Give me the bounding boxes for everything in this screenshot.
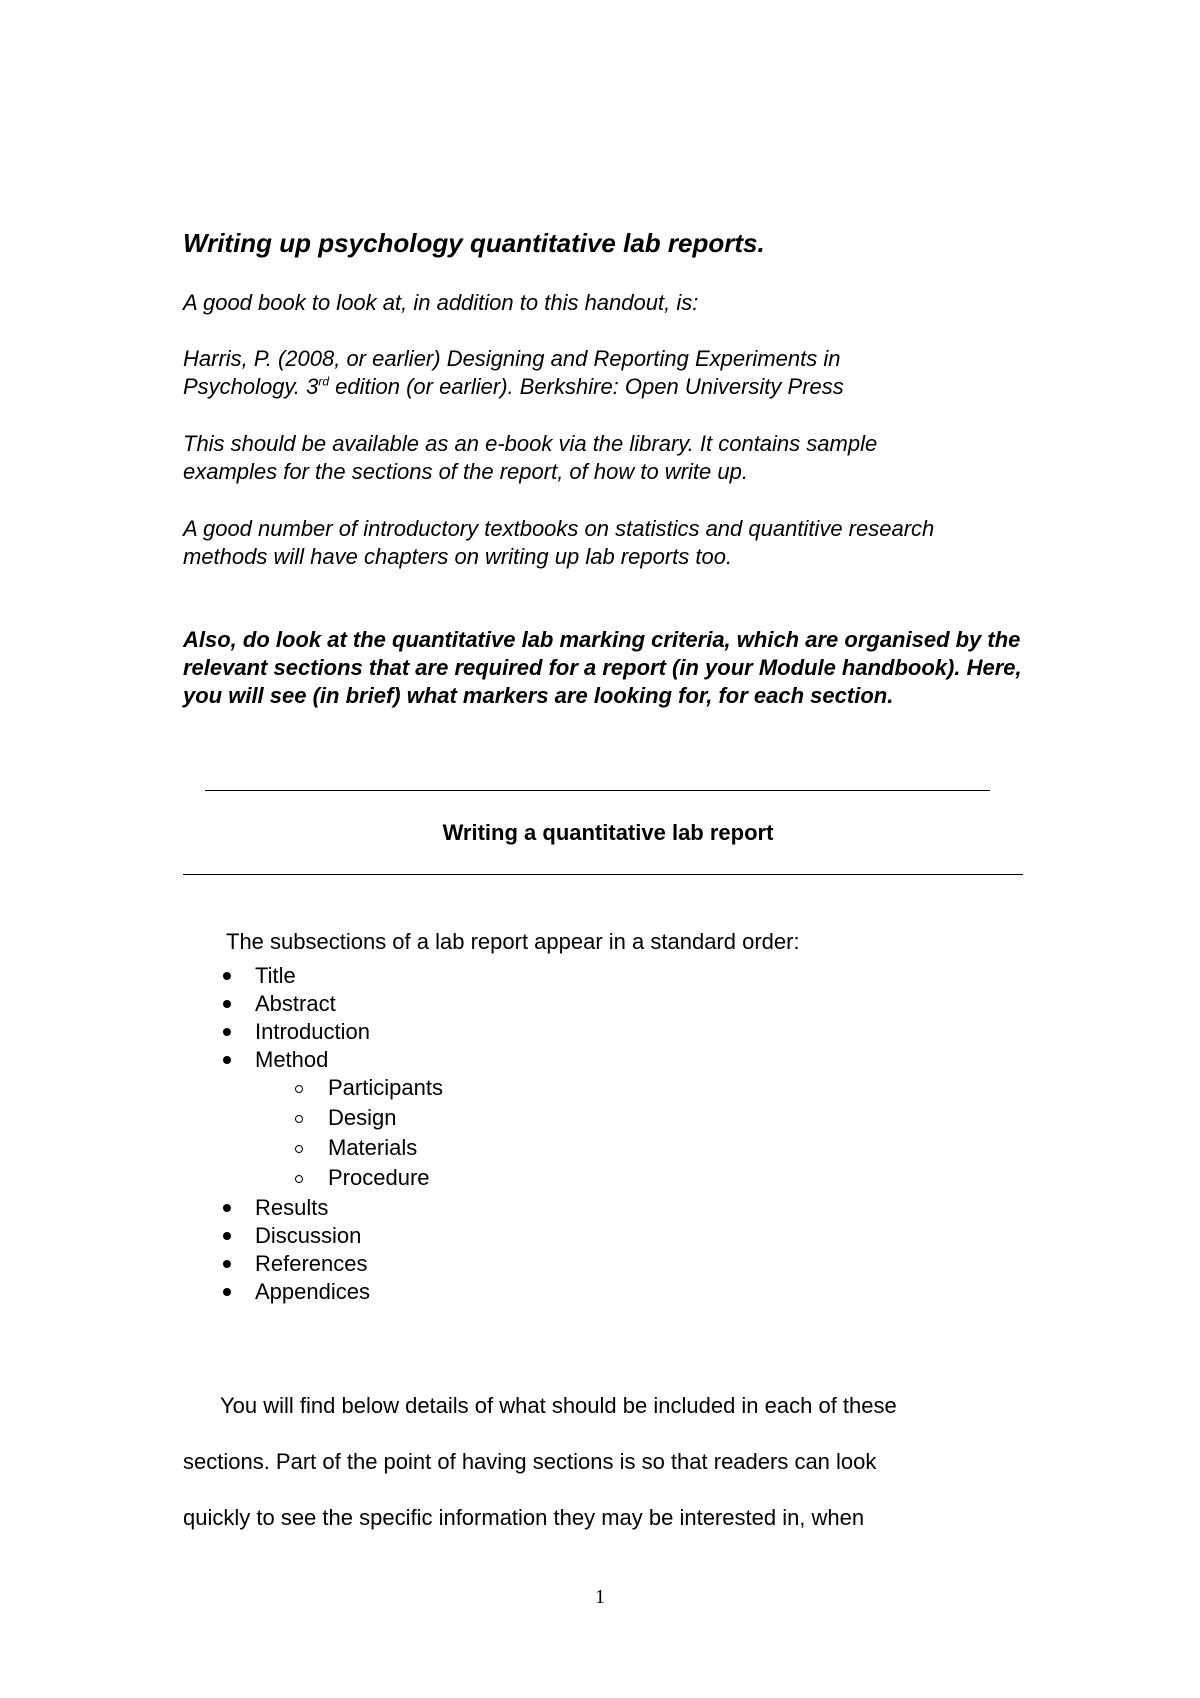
list-item: Introduction: [255, 1018, 370, 1046]
list-item: Appendices: [255, 1278, 370, 1306]
list-item: Abstract: [255, 990, 336, 1018]
bullet-icon: [223, 1232, 231, 1240]
textbooks-note: A good number of introductory textbooks on statistics and quantitive research methods will have chapters on writing up lab reports too.: [183, 516, 935, 569]
reference-line-2-post: edition (or earlier). Berkshire: Open University Press: [329, 374, 844, 399]
closing-line-3: quickly to see the specific information they may be interested in, when: [183, 1505, 865, 1530]
circle-bullet-icon: [295, 1115, 303, 1123]
list-item: Method: [255, 1046, 328, 1074]
circle-bullet-icon: [295, 1175, 303, 1183]
circle-bullet-icon: [295, 1145, 303, 1153]
list-item: References: [255, 1250, 368, 1278]
reference-line-1: Harris, P. (2008, or earlier) Designing and Reporting Experiments in: [183, 346, 841, 371]
page-number: 1: [595, 1586, 605, 1608]
reference-superscript: rd: [318, 374, 330, 389]
bullet-icon: [223, 1028, 231, 1036]
sub-list-item: Participants: [328, 1074, 443, 1102]
book-reference: [183, 345, 1033, 401]
bullet-icon: [223, 972, 231, 980]
top-rule: [205, 790, 990, 791]
closing-line-2: sections. Part of the point of having sections is so that readers can look: [183, 1449, 877, 1474]
intro-text: A good book to look at, in addition to this handout, is:: [183, 290, 699, 315]
list-item: Discussion: [255, 1222, 361, 1250]
bullet-icon: [223, 1288, 231, 1296]
marking-criteria-note: Also, do look at the quantitative lab marking criteria, which are organised by the relevant sections that are required for a report (in your Module handbook). Here, you will see (in brief) what markers are looking for, for each section.: [183, 627, 1022, 708]
closing-line-1: You will find below details of what should be included in each of these: [220, 1393, 897, 1418]
bullet-icon: [223, 1000, 231, 1008]
list-item: Results: [255, 1194, 328, 1222]
ebook-note: This should be available as an e-book via the library. It contains sample examples for the sections of the report, of how to write up.: [183, 431, 878, 484]
section-heading: Writing a quantitative lab report: [442, 820, 774, 845]
sub-list-item: Materials: [328, 1134, 417, 1162]
bottom-rule: [183, 874, 1023, 875]
bullet-icon: [223, 1204, 231, 1212]
bullet-icon: [223, 1260, 231, 1268]
sub-list-item: Design: [328, 1104, 396, 1132]
order-intro: The subsections of a lab report appear in a standard order:: [226, 929, 800, 954]
circle-bullet-icon: [295, 1085, 303, 1093]
sub-list-item: Procedure: [328, 1164, 430, 1192]
bullet-icon: [223, 1056, 231, 1064]
list-item: Title: [255, 962, 296, 990]
document-title: Writing up psychology quantitative lab reports.: [183, 228, 765, 258]
reference-line-2-pre: Psychology. 3: [183, 374, 319, 399]
